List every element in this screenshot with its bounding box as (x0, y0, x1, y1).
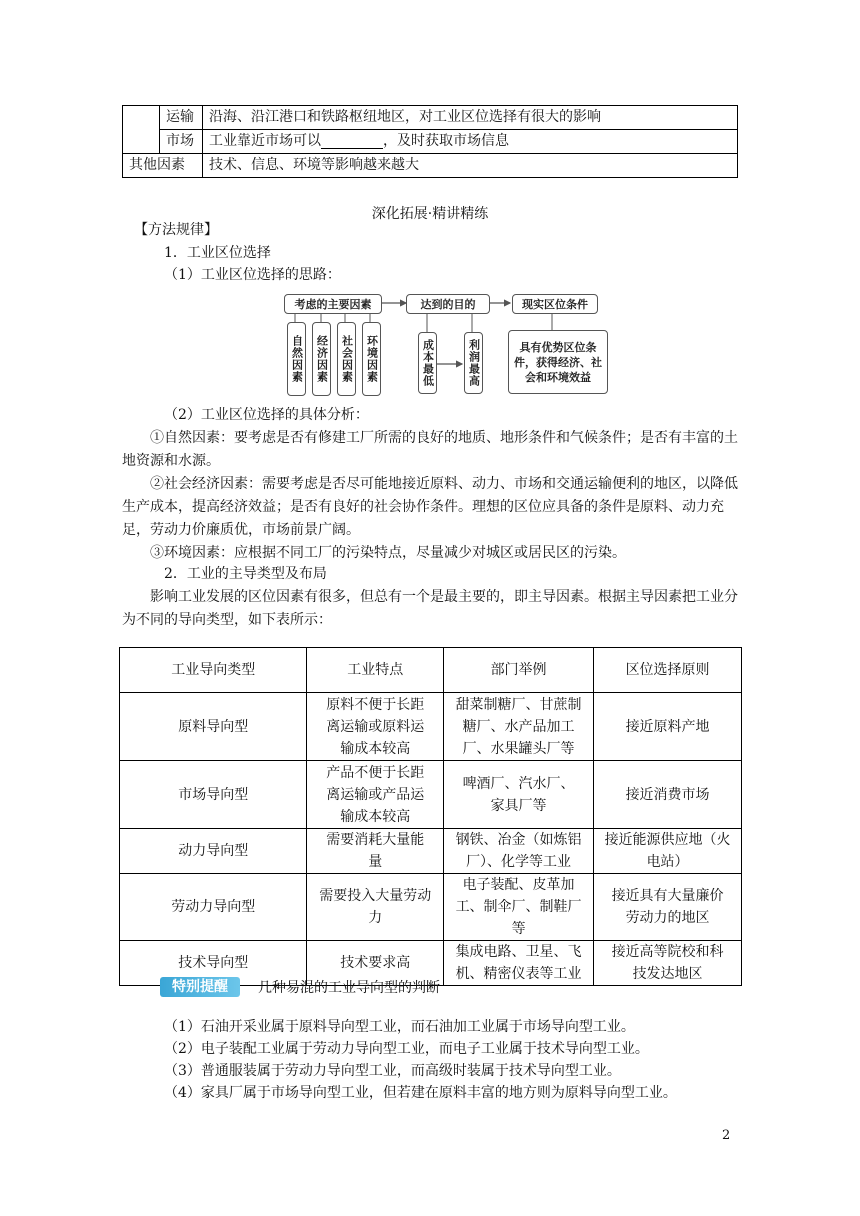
table-cell: 需要投入大量劳动力 (307, 874, 444, 941)
heading-1: 1．工业区位选择 (164, 245, 271, 261)
top-factor-table (122, 105, 738, 178)
factor-cell: 运输 (160, 106, 203, 130)
table-cell: 集成电路、卫星、飞机、精密仪表等工业 (443, 941, 593, 986)
page-number: 2 (722, 1128, 731, 1143)
tip-item: （3）普通服装属于劳动力导向型工业，而高级时装属于技术导向型工业。 (164, 1063, 621, 1079)
analysis-environment: ③环境因素：应根据不同工厂的污染特点，尽量减少对城区或居民区的污染。 (150, 545, 626, 561)
table-cell: 原料不便于长距离运输或原料运输成本较高 (307, 693, 444, 761)
table-cell: 接近原料产地 (594, 693, 742, 761)
tip-badge: 特别提醒 (160, 977, 240, 997)
table-cell: 接近能源供应地（火电站） (594, 829, 742, 874)
diagram-profit-goal: 利润最高 (464, 332, 483, 394)
factor-desc: 沿海、沿江港口和铁路枢纽地区，对工业区位选择有很大的影响 (203, 106, 738, 130)
factor-cell: 市场 (160, 130, 203, 154)
factor-desc: 技术、信息、环境等影响越来越大 (203, 154, 738, 178)
table-cell: 啤酒厂、汽水厂、家具厂等 (443, 761, 593, 829)
diagram-social-factor: 社会因素 (337, 322, 356, 396)
factor-desc: 工业靠近市场可以 ，及时获取市场信息 (203, 130, 738, 154)
diagram-cost-goal: 成本最低 (418, 332, 437, 394)
table-cell: 技术要求高 (307, 941, 444, 986)
diagram-result-box: 现实区位条件 (512, 294, 598, 314)
analysis-natural: ①自然因素：要考虑是否有修建工厂所需的良好的地质、地形条件和气候条件；是否有丰富的土地资源和水源。 (122, 430, 738, 469)
table-cell: 钢铁、冶金（如炼铝厂）、化学等工业 (443, 829, 593, 874)
table-header: 工业导向类型 (120, 648, 307, 693)
fill-blank[interactable] (321, 134, 383, 149)
method-title: 【方法规律】 (134, 222, 218, 238)
heading-1-sub2: （2）工业区位选择的具体分析： (164, 407, 369, 423)
table-row (120, 829, 742, 874)
industry-orientation-table (119, 647, 742, 986)
table-cell: 动力导向型 (120, 829, 307, 874)
table-cell: 电子装配、皮革加工、制伞厂、制鞋厂等 (443, 874, 593, 941)
table-header-row (120, 648, 742, 693)
table-cell: 劳动力导向型 (120, 874, 307, 941)
diagram-goal-box: 达到的目的 (406, 294, 490, 314)
factor-cell: 其他因素 (123, 154, 203, 178)
table-header: 部门举例 (443, 648, 593, 693)
intro-paragraph: 影响工业发展的区位因素有很多，但总有一个是最主要的，即主导因素。根据主导因素把工业分为不同的导向类型，如下表所示： (122, 589, 738, 628)
table-cell: 接近高等院校和科技发达地区 (594, 941, 742, 986)
table-cell: 市场导向型 (120, 761, 307, 829)
location-diagram (282, 292, 616, 400)
table-header: 区位选择原则 (594, 648, 742, 693)
diagram-factors-box: 考虑的主要因素 (284, 294, 382, 314)
tip-title: 几种易混的工业导向型的判断 (258, 980, 440, 996)
heading-1-sub1: （1）工业区位选择的思路： (164, 267, 341, 283)
table-cell: 原料导向型 (120, 693, 307, 761)
diagram-economic-factor: 经济因素 (312, 322, 331, 396)
table-row (120, 874, 742, 941)
table-cell: 甜菜制糖厂、甘蔗制糖厂、水产品加工厂、水果罐头厂等 (443, 693, 593, 761)
diagram-result-detail: 具有优势区位条件，获得经济、社会和环境效益 (508, 330, 608, 394)
table-cell: 技术导向型 (120, 941, 307, 986)
diagram-environment-factor: 环境因素 (362, 322, 381, 396)
table-row (120, 693, 742, 761)
table-cell: 需要消耗大量能量 (307, 829, 444, 874)
heading-2: 2．工业的主导类型及布局 (164, 566, 327, 582)
section-title: 深化拓展·精讲精练 (371, 206, 489, 222)
tip-item: （1）石油开采业属于原料导向型工业，而石油加工业属于市场导向型工业。 (164, 1019, 635, 1035)
table-header: 工业特点 (307, 648, 444, 693)
table-cell: 接近具有大量廉价劳动力的地区 (594, 874, 742, 941)
analysis-social-economic: ②社会经济因素：需要考虑是否尽可能地接近原料、动力、市场和交通运输便利的地区，以降低生产成本，提高经济效益；是否有良好的社会协作条件。理想的区位应具备的条件是原料、动力充足，劳动力价廉质优，市场前景广阔。 (122, 476, 738, 538)
table-row (120, 761, 742, 829)
table-cell: 产品不便于长距离运输或产品运输成本较高 (307, 761, 444, 829)
diagram-natural-factor: 自然因素 (287, 322, 306, 396)
table-cell: 接近消费市场 (594, 761, 742, 829)
tip-item: （4）家具厂属于市场导向型工业，但若建在原料丰富的地方则为原料导向型工业。 (164, 1085, 677, 1101)
tip-item: （2）电子装配工业属于劳动力导向型工业，而电子工业属于技术导向型工业。 (164, 1041, 649, 1057)
